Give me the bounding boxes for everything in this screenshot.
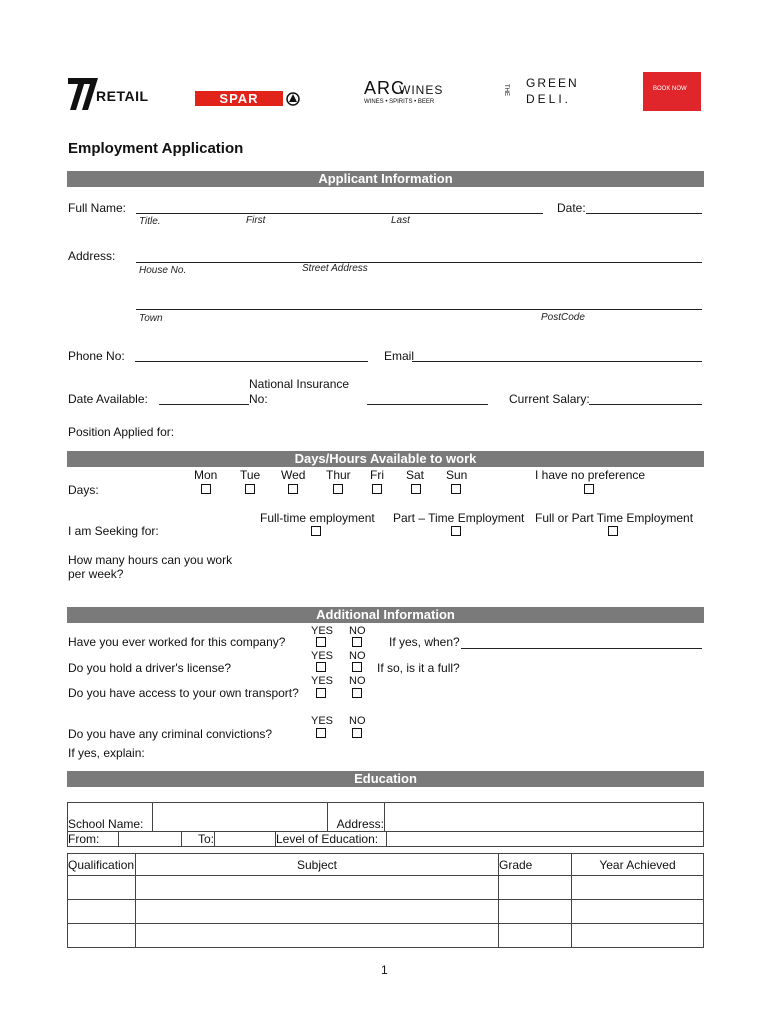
red-brand-text: BOOK NOW: [653, 86, 687, 92]
green-deli-the: THE: [503, 84, 509, 96]
address-label: Address:: [68, 249, 116, 263]
date-available-label: Date Available:: [68, 392, 148, 406]
q4-yes-checkbox[interactable]: [316, 728, 326, 738]
day-mon-label: Mon: [194, 468, 218, 482]
ni-label-line1: National Insurance: [249, 377, 350, 391]
q2-followup-label: If so, is it a full?: [377, 661, 460, 675]
subject-header: [136, 854, 499, 876]
seeking-label: I am Seeking for:: [68, 524, 159, 538]
level-field[interactable]: [387, 832, 704, 847]
q1-followup-field[interactable]: [461, 648, 702, 649]
q3-no-label: NO: [349, 675, 366, 687]
spar-logo-text: SPAR: [195, 91, 283, 106]
postcode-hint: PostCode: [541, 312, 585, 323]
day-wed-checkbox[interactable]: [288, 484, 298, 494]
day-mon-checkbox[interactable]: [201, 484, 211, 494]
q4-label: Do you have any criminal convictions?: [68, 727, 273, 741]
date-field[interactable]: [586, 213, 702, 214]
from-label-cell: [68, 832, 119, 847]
fulltime-label: Full-time employment: [260, 511, 375, 525]
spar-logo: [195, 91, 305, 107]
current-salary-field[interactable]: [589, 404, 702, 405]
address-line1-field[interactable]: [136, 262, 702, 263]
no-preference-label: I have no preference: [535, 468, 646, 482]
to-label-cell: [182, 832, 215, 847]
day-tue-label: Tue: [240, 468, 261, 482]
level-label: Level of Education:: [276, 832, 379, 846]
q4-yes-label: YES: [311, 715, 334, 727]
q2-no-label: NO: [349, 650, 366, 662]
days-label: Days:: [68, 483, 99, 497]
school-name-cell: [68, 803, 153, 832]
arc-logo-main: ARC: [364, 78, 406, 98]
section-bar-applicant: Applicant Information: [67, 171, 704, 187]
year-header: [572, 854, 704, 876]
qualification-header-row: [68, 854, 704, 876]
retail-logo-text: RETAIL: [96, 88, 149, 104]
green-deli-logo: [498, 73, 583, 111]
qualification-cell[interactable]: [68, 876, 136, 900]
q2-yes-checkbox[interactable]: [316, 662, 326, 672]
last-name-hint: Last: [391, 215, 410, 226]
day-thur-checkbox[interactable]: [333, 484, 343, 494]
school-address-field[interactable]: [385, 803, 704, 832]
from-label: From:: [68, 832, 100, 846]
dates-table: [67, 831, 704, 847]
ni-number-field[interactable]: [367, 404, 488, 405]
day-sat-label: Sat: [406, 468, 425, 482]
school-address-cell: [328, 803, 385, 832]
day-fri-label: Fri: [370, 468, 384, 482]
q2-yes-label: YES: [311, 650, 334, 662]
red-brand-logo: [643, 72, 701, 111]
day-wed-label: Wed: [281, 468, 306, 482]
date-label: Date:: [557, 201, 586, 215]
retail-logo: [66, 74, 156, 114]
school-name-field[interactable]: [153, 803, 328, 832]
town-hint: Town: [139, 313, 163, 324]
green-deli-line1: GREEN: [526, 76, 579, 90]
section-bar-additional: Additional Information: [67, 607, 704, 623]
grade-cell[interactable]: [499, 924, 572, 948]
grade-header-text: Grade: [499, 857, 533, 872]
phone-label: Phone No:: [68, 349, 125, 363]
subject-cell[interactable]: [136, 876, 499, 900]
qualification-table: [67, 853, 704, 948]
arc-logo-sub: WINES • SPIRITS • BEER: [364, 99, 435, 105]
hours-label-line2: per week?: [68, 567, 124, 581]
qualification-cell[interactable]: [68, 900, 136, 924]
either-label: Full or Part Time Employment: [535, 511, 694, 525]
school-name-label: School Name:: [68, 817, 144, 831]
first-name-hint: First: [246, 215, 266, 226]
title-hint: Title.: [139, 216, 161, 227]
qualification-header-text: Qualification: [68, 857, 135, 872]
grade-cell[interactable]: [499, 876, 572, 900]
day-thur-label: Thur: [326, 468, 351, 482]
qualification-header: [68, 854, 136, 876]
current-salary-label: Current Salary:: [509, 392, 590, 406]
arc-logo-wines: WINES: [399, 83, 444, 97]
subject-cell[interactable]: [136, 924, 499, 948]
level-label-cell: [276, 832, 387, 847]
house-no-hint: House No.: [139, 265, 187, 276]
ni-label-line2: No:: [249, 392, 268, 406]
full-name-field[interactable]: [136, 213, 543, 214]
grade-header: [499, 854, 572, 876]
q2-no-checkbox[interactable]: [352, 662, 362, 672]
to-label: To:: [197, 832, 214, 846]
green-deli-line2: DELI.: [526, 92, 572, 106]
q1-no-label: NO: [349, 625, 366, 637]
qualification-cell[interactable]: [68, 924, 136, 948]
page-number: 1: [381, 963, 388, 977]
school-address-label: Address:: [336, 817, 384, 831]
q4-no-checkbox[interactable]: [352, 728, 362, 738]
day-sun-checkbox[interactable]: [451, 484, 461, 494]
school-table: [67, 802, 704, 832]
q3-yes-checkbox[interactable]: [316, 688, 326, 698]
full-name-label: Full Name:: [68, 201, 127, 215]
year-cell[interactable]: [572, 900, 704, 924]
q1-followup-label: If yes, when?: [389, 635, 460, 649]
spar-tree-icon: [286, 92, 300, 106]
subject-cell[interactable]: [136, 900, 499, 924]
phone-field[interactable]: [135, 361, 368, 362]
address-line2-field[interactable]: [136, 309, 702, 310]
year-header-text: Year Achieved: [599, 857, 676, 872]
subject-header-text: Subject: [296, 857, 338, 872]
q4-no-label: NO: [349, 715, 366, 727]
date-available-field[interactable]: [159, 404, 249, 405]
grade-cell[interactable]: [499, 900, 572, 924]
from-field[interactable]: [119, 832, 182, 847]
qualification-row: [68, 876, 704, 900]
q4-explain-label: If yes, explain:: [68, 746, 145, 760]
fulltime-checkbox[interactable]: [311, 526, 321, 536]
street-address-hint: Street Address: [302, 263, 368, 274]
day-fri-checkbox[interactable]: [372, 484, 382, 494]
email-label: Email: [384, 349, 415, 363]
section-bar-education: Education: [67, 771, 704, 787]
day-sun-label: Sun: [446, 468, 468, 482]
no-preference-checkbox[interactable]: [584, 484, 594, 494]
hours-label-line1: How many hours can you work: [68, 553, 233, 567]
parttime-checkbox[interactable]: [451, 526, 461, 536]
qualification-row: [68, 924, 704, 948]
q1-no-checkbox[interactable]: [352, 637, 362, 647]
q3-label: Do you have access to your own transport?: [68, 686, 299, 700]
parttime-label: Part – Time Employment: [393, 511, 525, 525]
position-label: Position Applied for:: [68, 425, 175, 439]
year-cell[interactable]: [572, 924, 704, 948]
either-checkbox[interactable]: [608, 526, 618, 536]
q1-yes-label: YES: [311, 625, 334, 637]
email-field[interactable]: [412, 361, 702, 362]
qualification-row: [68, 900, 704, 924]
q3-no-checkbox[interactable]: [352, 688, 362, 698]
section-bar-days-hours: Days/Hours Available to work: [67, 451, 704, 467]
q3-yes-label: YES: [311, 675, 334, 687]
page-title: Employment Application: [68, 140, 244, 157]
arc-wines-logo: [362, 80, 452, 110]
q1-label: Have you ever worked for this company?: [68, 635, 286, 649]
to-field[interactable]: [215, 832, 276, 847]
q2-label: Do you hold a driver's license?: [68, 661, 232, 675]
q1-yes-checkbox[interactable]: [316, 637, 326, 647]
day-tue-checkbox[interactable]: [245, 484, 255, 494]
year-cell[interactable]: [572, 876, 704, 900]
day-sat-checkbox[interactable]: [411, 484, 421, 494]
